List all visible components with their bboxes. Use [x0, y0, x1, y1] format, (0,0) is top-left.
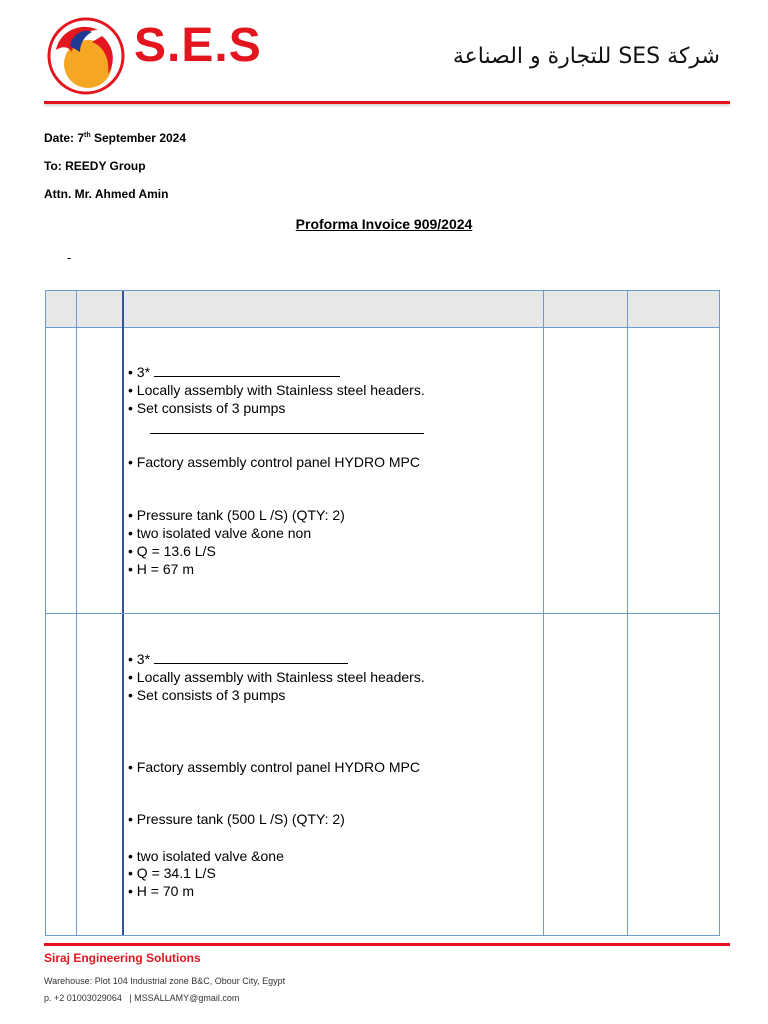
footer-contact: p. +2 01003029064 | MSSALLAMY@gmail.com [44, 993, 240, 1003]
desc-line: • Factory assembly control panel HYDRO MPC [128, 759, 420, 775]
ses-logo [46, 16, 126, 96]
desc-line: • Pressure tank (500 L /S) (QTY: 2) [128, 507, 345, 523]
invoice-title: Proforma Invoice 909/2024 [295, 216, 473, 232]
to-line: To: REEDY Group [44, 159, 146, 173]
desc-line: • 3* [128, 364, 151, 380]
desc-line: • Q = 13.6 L/S [128, 543, 216, 559]
date-suffix: September 2024 [90, 131, 187, 145]
desc-line: • Factory assembly control panel HYDRO MPC [128, 454, 420, 470]
desc-line: • two isolated valve &one non [128, 525, 312, 541]
blank-underline [154, 364, 340, 377]
footer-company: Siraj Engineering Solutions [44, 951, 201, 965]
brand-name: S.E.S [134, 19, 262, 72]
blank-underline [154, 651, 348, 664]
desc-line: • H = 67 m [128, 561, 194, 577]
desc-line: • Set consists of 3 pumps [128, 400, 286, 416]
arabic-company-name: شركة SES للتجارة و الصناعة [452, 44, 720, 69]
row-divider [46, 613, 719, 614]
desc-line: • H = 70 m [128, 883, 194, 899]
desc-line: • Set consists of 3 pumps [128, 687, 286, 703]
date-prefix: Date: 7 [44, 131, 85, 145]
dash-marker: - [67, 250, 72, 265]
desc-line: • Pressure tank (500 L /S) (QTY: 2) [128, 811, 345, 827]
desc-line: • Locally assembly with Stainless steel headers. [128, 382, 425, 398]
desc-line: • Locally assembly with Stainless steel headers. [128, 669, 425, 685]
header-rule [44, 101, 730, 104]
desc-line: • Q = 34.1 L/S [128, 865, 216, 881]
desc-line: • two isolated valve &one [128, 848, 284, 864]
footer-address: Warehouse: Plot 104 Industrial zone B&C, Obour City, Egypt [44, 976, 286, 986]
attn-line: Attn. Mr. Ahmed Amin [44, 187, 169, 201]
separator-line [150, 433, 424, 434]
table-header-row [46, 291, 719, 328]
desc-line: • 3* [128, 651, 151, 667]
footer-rule [44, 943, 730, 946]
date-line [44, 131, 186, 145]
date-sup: th [84, 132, 91, 139]
